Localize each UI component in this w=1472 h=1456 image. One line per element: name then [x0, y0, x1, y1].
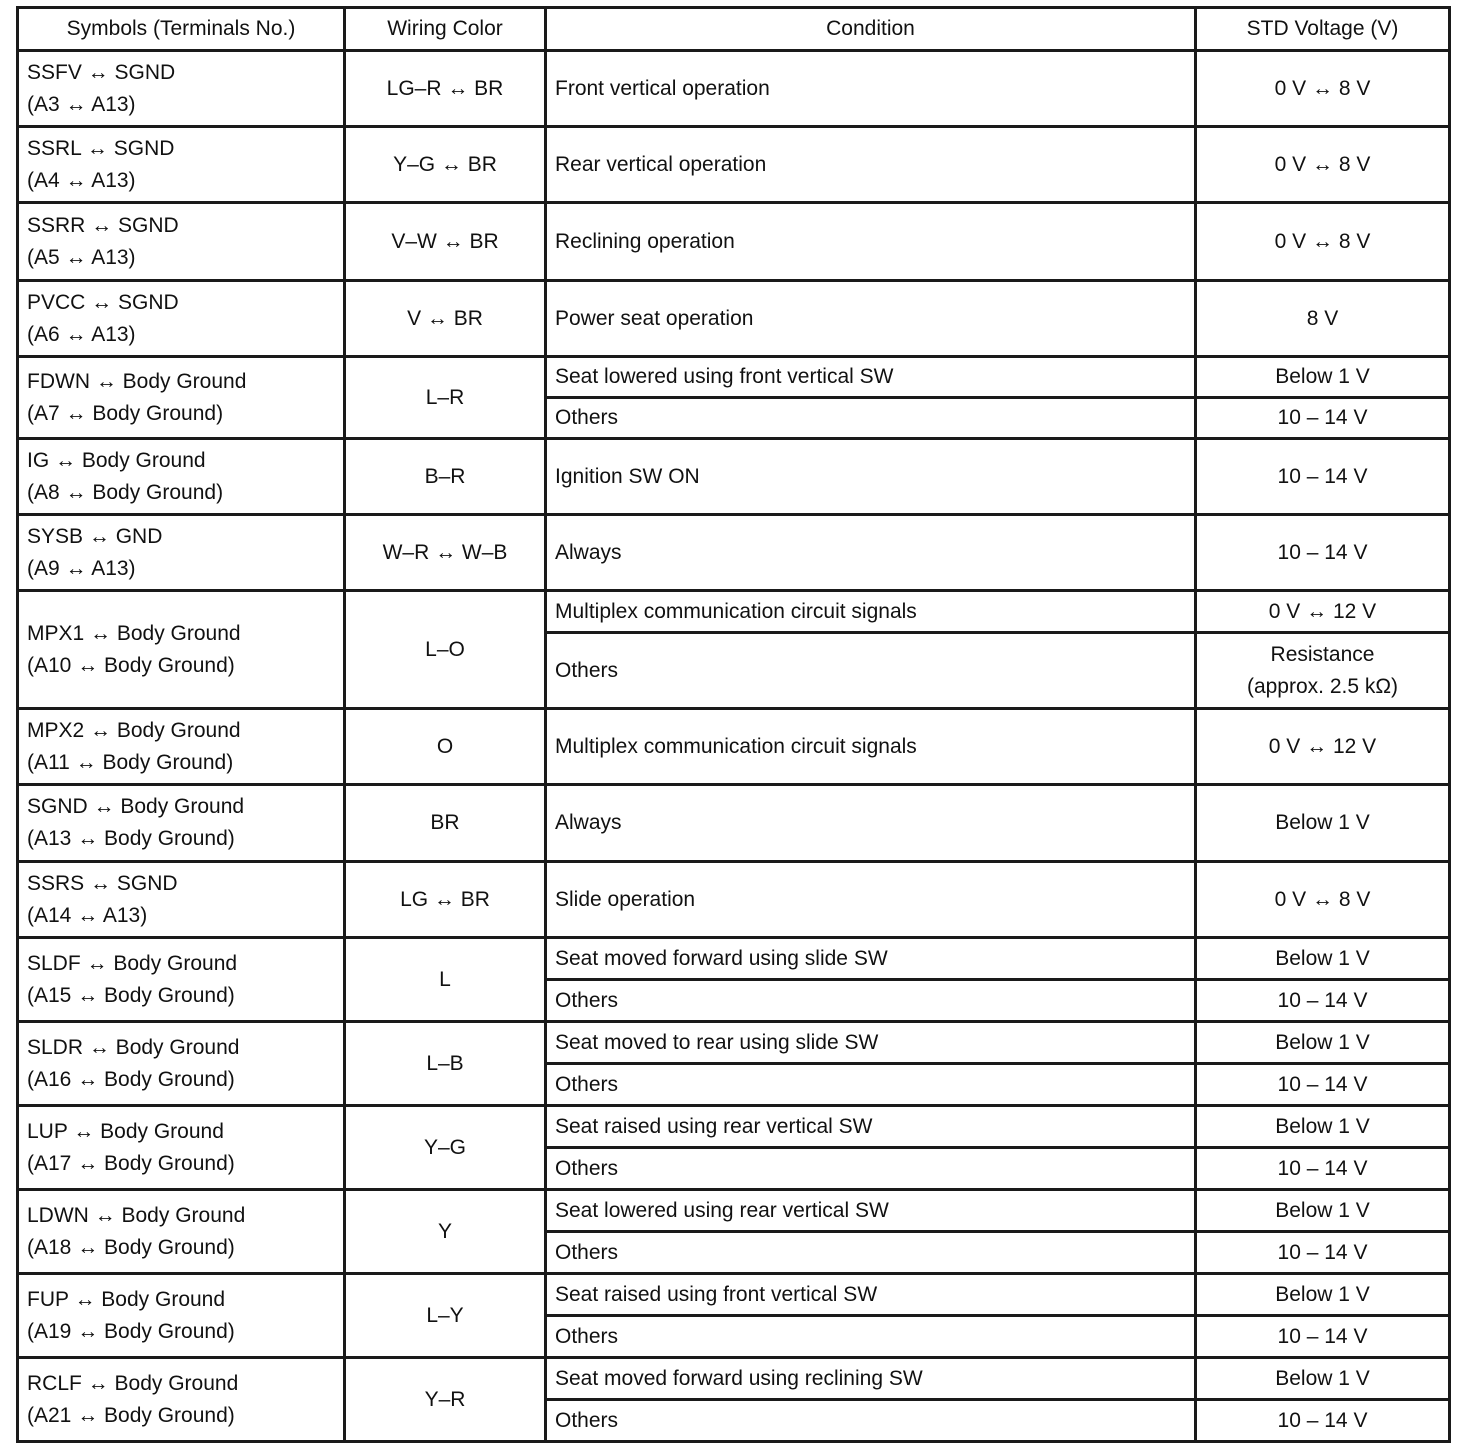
voltage-value: Below 1 V: [1275, 1198, 1370, 1222]
voltage-value: 10 – 14 V: [1277, 464, 1368, 488]
wiring-color-cell: Y–G: [345, 1106, 546, 1190]
wiring-color-cell: BR: [345, 785, 546, 862]
condition-cell: Others: [546, 1316, 1196, 1358]
wiring-color-cell: Y–R: [345, 1358, 546, 1442]
wiring-color-cell: Y–G ↔ BR: [345, 127, 546, 203]
terminal-symbol: SSRS ↔ SGND: [27, 871, 178, 895]
table-row: [18, 1106, 1450, 1148]
std-voltage-cell: [1196, 1148, 1450, 1190]
terminal-symbol: SGND ↔ Body Ground: [27, 795, 245, 818]
std-voltage-cell: [1196, 515, 1450, 591]
std-voltage-cell: [1196, 980, 1450, 1022]
std-voltage-cell: [1196, 1106, 1450, 1148]
terminal-symbol: PVCC ↔ SGND: [27, 290, 179, 314]
header-condition: Condition: [546, 8, 1196, 51]
condition-cell: Others: [546, 980, 1196, 1022]
terminal-numbers: (A6 ↔ A13): [27, 322, 136, 346]
terminal-numbers: (A13 ↔ Body Ground): [27, 827, 235, 850]
table-row: [18, 709, 1450, 785]
table-body: [18, 51, 1450, 1442]
table-row: [18, 1022, 1450, 1064]
voltage-value: Resistance: [1270, 642, 1375, 666]
voltage-value: 0 V ↔ 12 V: [1268, 734, 1377, 758]
terminal-numbers: (A15 ↔ Body Ground): [27, 983, 235, 1007]
terminal-symbol: MPX1 ↔ Body Ground: [27, 621, 241, 645]
voltage-value: 0 V ↔ 8 V: [1274, 887, 1371, 911]
voltage-value: Below 1 V: [1275, 1282, 1370, 1306]
condition-cell: Others: [546, 633, 1196, 709]
voltage-value: Below 1 V: [1275, 1030, 1370, 1054]
std-voltage-cell: [1196, 785, 1450, 862]
condition-cell: Seat lowered using front vertical SW: [546, 357, 1196, 398]
voltage-value: 0 V ↔ 8 V: [1274, 229, 1371, 253]
terminal-numbers: (A8 ↔ Body Ground): [27, 480, 224, 504]
terminal-symbol: SSRL ↔ SGND: [27, 136, 175, 160]
wiring-color-cell: V ↔ BR: [345, 281, 546, 357]
terminal-numbers: (A18 ↔ Body Ground): [27, 1235, 235, 1259]
condition-cell: Power seat operation: [546, 281, 1196, 357]
terminal-symbol: LDWN ↔ Body Ground: [27, 1203, 246, 1227]
symbol-cell: [18, 709, 345, 785]
condition-cell: Ignition SW ON: [546, 439, 1196, 515]
voltage-value: 0 V ↔ 12 V: [1268, 599, 1377, 623]
table-row: [18, 862, 1450, 938]
voltage-value: Below 1 V: [1275, 946, 1370, 970]
symbol-cell: [18, 1358, 345, 1442]
std-voltage-cell: [1196, 591, 1450, 633]
terminal-numbers: (A14 ↔ A13): [27, 903, 148, 927]
std-voltage-cell: [1196, 203, 1450, 281]
condition-cell: Others: [546, 1232, 1196, 1274]
voltage-value: 10 – 14 V: [1277, 1156, 1368, 1180]
std-voltage-cell: [1196, 281, 1450, 357]
terminal-symbol: FDWN ↔ Body Ground: [27, 369, 247, 393]
std-voltage-cell: [1196, 1316, 1450, 1358]
condition-cell: Others: [546, 1148, 1196, 1190]
std-voltage-cell: [1196, 1358, 1450, 1400]
std-voltage-cell: [1196, 862, 1450, 938]
terminal-symbol: SLDR ↔ Body Ground: [27, 1035, 240, 1059]
header-row: [18, 8, 1450, 51]
condition-cell: Others: [546, 398, 1196, 439]
condition-cell: Others: [546, 1064, 1196, 1106]
condition-cell: Seat lowered using rear vertical SW: [546, 1190, 1196, 1232]
std-voltage-cell: [1196, 1190, 1450, 1232]
symbol-cell: [18, 51, 345, 127]
voltage-value: Below 1 V: [1275, 1114, 1370, 1138]
std-voltage-cell: [1196, 439, 1450, 515]
terminal-numbers: (A4 ↔ A13): [27, 168, 136, 192]
std-voltage-cell: [1196, 1232, 1450, 1274]
std-voltage-cell: [1196, 51, 1450, 127]
wiring-color-cell: LG–R ↔ BR: [345, 51, 546, 127]
voltage-value: 0 V ↔ 8 V: [1274, 76, 1371, 100]
voltage-value: 10 – 14 V: [1277, 1324, 1368, 1348]
condition-cell: Rear vertical operation: [546, 127, 1196, 203]
table-row: [18, 51, 1450, 127]
terminal-numbers: (A7 ↔ Body Ground): [27, 401, 224, 425]
symbol-cell: [18, 1106, 345, 1190]
std-voltage-cell: [1196, 1022, 1450, 1064]
wiring-color-cell: W–R ↔ W–B: [345, 515, 546, 591]
table-row: [18, 591, 1450, 633]
terminal-numbers: (A3 ↔ A13): [27, 92, 136, 116]
table-row: [18, 439, 1450, 515]
condition-cell: Slide operation: [546, 862, 1196, 938]
condition-cell: Others: [546, 1400, 1196, 1442]
symbol-cell: [18, 1022, 345, 1106]
condition-cell: Seat raised using rear vertical SW: [546, 1106, 1196, 1148]
wiring-color-cell: O: [345, 709, 546, 785]
condition-cell: Multiplex communication circuit signals: [546, 709, 1196, 785]
symbol-cell: [18, 785, 345, 862]
condition-cell: Multiplex communication circuit signals: [546, 591, 1196, 633]
voltage-value: 10 – 14 V: [1277, 540, 1368, 564]
condition-cell: Always: [546, 785, 1196, 862]
wiring-color-cell: V–W ↔ BR: [345, 203, 546, 281]
voltage-value: 10 – 14 V: [1277, 1072, 1368, 1096]
table-row: [18, 203, 1450, 281]
terminal-numbers: (A19 ↔ Body Ground): [27, 1319, 235, 1343]
terminal-voltage-table: [16, 6, 1451, 1443]
wiring-color-cell: L–R: [345, 357, 546, 439]
terminal-symbol: SSRR ↔ SGND: [27, 213, 179, 237]
wiring-color-cell: B–R: [345, 439, 546, 515]
symbol-cell: [18, 357, 345, 439]
table-row: [18, 127, 1450, 203]
terminal-symbol: IG ↔ Body Ground: [27, 448, 206, 472]
terminal-symbol: SYSB ↔ GND: [27, 524, 163, 548]
symbol-cell: [18, 281, 345, 357]
voltage-value: 0 V ↔ 8 V: [1274, 152, 1371, 176]
std-voltage-cell: [1196, 1400, 1450, 1442]
std-voltage-cell: [1196, 709, 1450, 785]
table-row: [18, 515, 1450, 591]
terminal-symbol: FUP ↔ Body Ground: [27, 1287, 226, 1311]
symbol-cell: [18, 1190, 345, 1274]
terminal-numbers: (A11 ↔ Body Ground): [27, 750, 234, 774]
terminal-numbers: (A16 ↔ Body Ground): [27, 1067, 235, 1091]
wiring-color-cell: L–Y: [345, 1274, 546, 1358]
std-voltage-cell: [1196, 633, 1450, 709]
symbol-cell: [18, 938, 345, 1022]
terminal-numbers: (A9 ↔ A13): [27, 556, 136, 580]
header-symbols: Symbols (Terminals No.): [18, 8, 345, 51]
voltage-value: 10 – 14 V: [1277, 1408, 1368, 1432]
terminal-symbol: RCLF ↔ Body Ground: [27, 1371, 239, 1395]
condition-cell: Front vertical operation: [546, 51, 1196, 127]
std-voltage-cell: [1196, 127, 1450, 203]
voltage-value: 10 – 14 V: [1277, 406, 1368, 429]
table-row: [18, 938, 1450, 980]
voltage-value: Below 1 V: [1275, 811, 1370, 834]
std-voltage-cell: [1196, 357, 1450, 398]
terminal-numbers: (A17 ↔ Body Ground): [27, 1151, 235, 1175]
terminal-symbol: LUP ↔ Body Ground: [27, 1119, 224, 1143]
std-voltage-cell: [1196, 938, 1450, 980]
terminal-symbol: MPX2 ↔ Body Ground: [27, 718, 241, 742]
condition-cell: Reclining operation: [546, 203, 1196, 281]
condition-cell: Seat moved forward using slide SW: [546, 938, 1196, 980]
header-std-voltage: STD Voltage (V): [1196, 8, 1450, 51]
symbol-cell: [18, 1274, 345, 1358]
terminal-symbol: SSFV ↔ SGND: [27, 60, 176, 84]
symbol-cell: [18, 515, 345, 591]
symbol-cell: [18, 203, 345, 281]
terminal-symbol: SLDF ↔ Body Ground: [27, 951, 238, 975]
table-row: [18, 281, 1450, 357]
table-row: [18, 785, 1450, 862]
terminal-voltage-table-container: [16, 6, 1451, 1443]
voltage-value: Below 1 V: [1275, 365, 1370, 388]
voltage-value: Below 1 V: [1275, 1366, 1370, 1390]
voltage-value: 8 V: [1306, 306, 1339, 330]
table-row: [18, 357, 1450, 398]
table-row: [18, 1274, 1450, 1316]
voltage-value: 10 – 14 V: [1277, 1240, 1368, 1264]
std-voltage-cell: [1196, 398, 1450, 439]
condition-cell: Seat moved to rear using slide SW: [546, 1022, 1196, 1064]
wiring-color-cell: L: [345, 938, 546, 1022]
std-voltage-cell: [1196, 1274, 1450, 1316]
symbol-cell: [18, 591, 345, 709]
terminal-numbers: (A5 ↔ A13): [27, 245, 136, 269]
terminal-numbers: (A10 ↔ Body Ground): [27, 653, 235, 677]
symbol-cell: [18, 862, 345, 938]
wiring-color-cell: L–B: [345, 1022, 546, 1106]
wiring-color-cell: LG ↔ BR: [345, 862, 546, 938]
voltage-value: 10 – 14 V: [1277, 988, 1368, 1012]
condition-cell: Seat raised using front vertical SW: [546, 1274, 1196, 1316]
table-row: [18, 1358, 1450, 1400]
symbol-cell: [18, 439, 345, 515]
wiring-color-cell: Y: [345, 1190, 546, 1274]
table-row: [18, 1190, 1450, 1232]
terminal-numbers: (A21 ↔ Body Ground): [27, 1403, 235, 1427]
std-voltage-cell: [1196, 1064, 1450, 1106]
voltage-value: (approx. 2.5 kΩ): [1246, 674, 1399, 698]
condition-cell: Seat moved forward using reclining SW: [546, 1358, 1196, 1400]
header-wiring-color: Wiring Color: [345, 8, 546, 51]
condition-cell: Always: [546, 515, 1196, 591]
wiring-color-cell: L–O: [345, 591, 546, 709]
symbol-cell: [18, 127, 345, 203]
